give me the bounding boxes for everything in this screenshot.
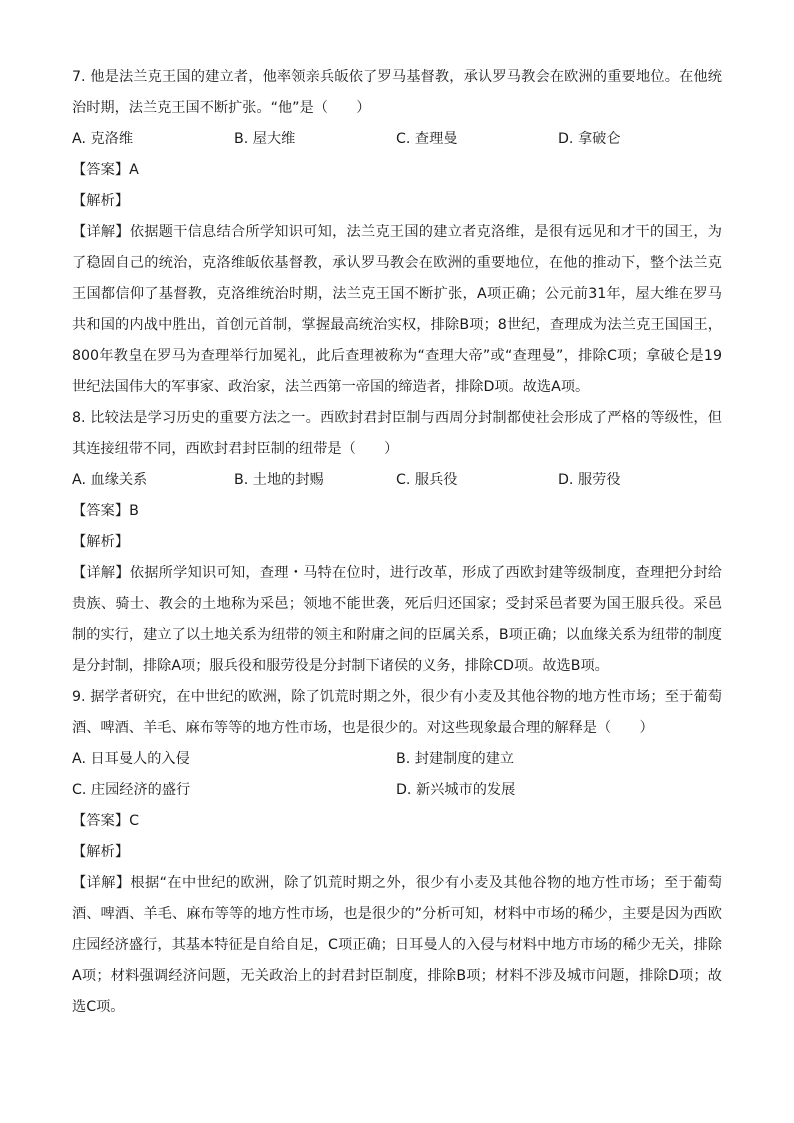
question-7-answer: [72, 155, 722, 186]
detail-label: 【详解】: [72, 875, 131, 891]
question-7-stem: 7. 他是法兰克王国的建立者，他率领亲兵皈依了罗马基督教，承认罗马教会在欧洲的重要地位。在他统治时期，法兰克王国不断扩张。“他”是（ ）: [72, 69, 722, 116]
question-9-option-a: A. 日耳曼人的入侵: [72, 751, 190, 767]
question-7-option-b: B. 屋大维: [234, 131, 296, 147]
question-8-stem: 8. 比较法是学习历史的重要方法之一。西欧封君封臣制与西周分封制都使社会形成了严格的等级性，但其连接纽带不同，西欧封君封臣制的纽带是（ ）: [72, 410, 722, 457]
question-8-option-c: C. 服兵役: [396, 472, 458, 488]
detail-text: 依据题干信息结合所学知识可知，法兰克王国的建立者克洛维，是很有远见和才干的国王，为了稳固自己的统治，克洛维皈依基督教，承认罗马教会在欧洲的重要地位，在他的推动下，整个法兰克王国都信仰了基督教，克洛维统治时期，法兰克王国不断扩张，A项正确；公元前31年，屋大维在罗马共和国的内战中胜出，首创元首制，掌握最高统治实权，排除B项；8世纪，查理成为法兰克王国国王，800年教皇在罗马为查理举行加冕礼，此后查理被称为“查理大帝”或“查理曼”，排除C项；拿破仑是19世纪法国伟大的军事家、政治家，法兰西第一帝国的缔造者，排除D项。故选A项。: [72, 224, 722, 395]
detail-text: 根据“在中世纪的欧洲，除了饥荒时期之外，很少有小麦及其他谷物的地方性市场；至于葡萄酒、啤酒、羊毛、麻布等等的地方性市场，也是很少的”分析可知，材料中市场的稀少，主要是因为西欧庄园经济盛行，其基本特征是自给自足，C项正确；日耳曼人的入侵与材料中地方市场的稀少无关，排除A项；材料强调经济问题，无关政治上的封君封臣制度，排除B项；材料不涉及城市问题，排除D项；故选C项。: [72, 875, 722, 1015]
detail-label: 【详解】: [72, 565, 130, 581]
question-7-detail: [72, 217, 722, 403]
question-8: [72, 403, 722, 682]
answer-value: B: [129, 503, 139, 519]
question-9-analysis-label: 【解析】: [72, 844, 130, 860]
question-9: [72, 682, 722, 1023]
question-7-options: [72, 124, 722, 155]
question-7-option-a: A. 克洛维: [72, 131, 134, 147]
question-9-answer: [72, 806, 722, 837]
question-7-option-d: D. 拿破仑: [558, 131, 621, 147]
question-9-options-row-2: [72, 775, 722, 806]
question-8-option-d: D. 服劳役: [558, 472, 621, 488]
question-8-option-a: A. 血缘关系: [72, 472, 148, 488]
detail-text: 依据所学知识可知，查理・马特在位时，进行改革，形成了西欧封建等级制度，查理把分封给贵族、骑士、教会的土地称为采邑；领地不能世袭，死后归还国家；受封采邑者要为国王服兵役。采邑制的实行，建立了以土地关系为纽带的领主和附庸之间的臣属关系，B项正确；以血缘关系为纽带的制度是分封制，排除A项；服兵役和服劳役是分封制下诸侯的义务，排除CD项。故选B项。: [72, 565, 722, 674]
detail-label: 【详解】: [72, 224, 130, 240]
question-8-answer: [72, 496, 722, 527]
question-7-analysis-label: 【解析】: [72, 193, 130, 209]
answer-label: 【答案】: [72, 503, 130, 519]
question-9-detail: [72, 868, 722, 1023]
question-9-options-row-1: [72, 744, 722, 775]
question-9-option-d: D. 新兴城市的发展: [396, 782, 516, 798]
question-7-option-c: C. 查理曼: [396, 131, 458, 147]
answer-value: C: [129, 813, 140, 829]
question-8-analysis-label: 【解析】: [72, 534, 130, 550]
question-9-option-b: B. 封建制度的建立: [396, 751, 515, 767]
answer-label: 【答案】: [72, 813, 130, 829]
question-9-option-c: C. 庄园经济的盛行: [72, 782, 191, 798]
question-9-stem: 9. 据学者研究，在中世纪的欧洲，除了饥荒时期之外，很少有小麦及其他谷物的地方性市场；至于葡萄酒、啤酒、羊毛、麻布等等的地方性市场，也是很少的。对这些现象最合理的解释是（ ）: [72, 689, 722, 736]
answer-value: A: [129, 162, 139, 178]
question-8-options: [72, 465, 722, 496]
question-8-option-b: B. 土地的封赐: [234, 472, 324, 488]
document-page: [72, 62, 722, 1023]
question-7: [72, 62, 722, 403]
answer-label: 【答案】: [72, 162, 130, 178]
question-8-detail: [72, 558, 722, 682]
